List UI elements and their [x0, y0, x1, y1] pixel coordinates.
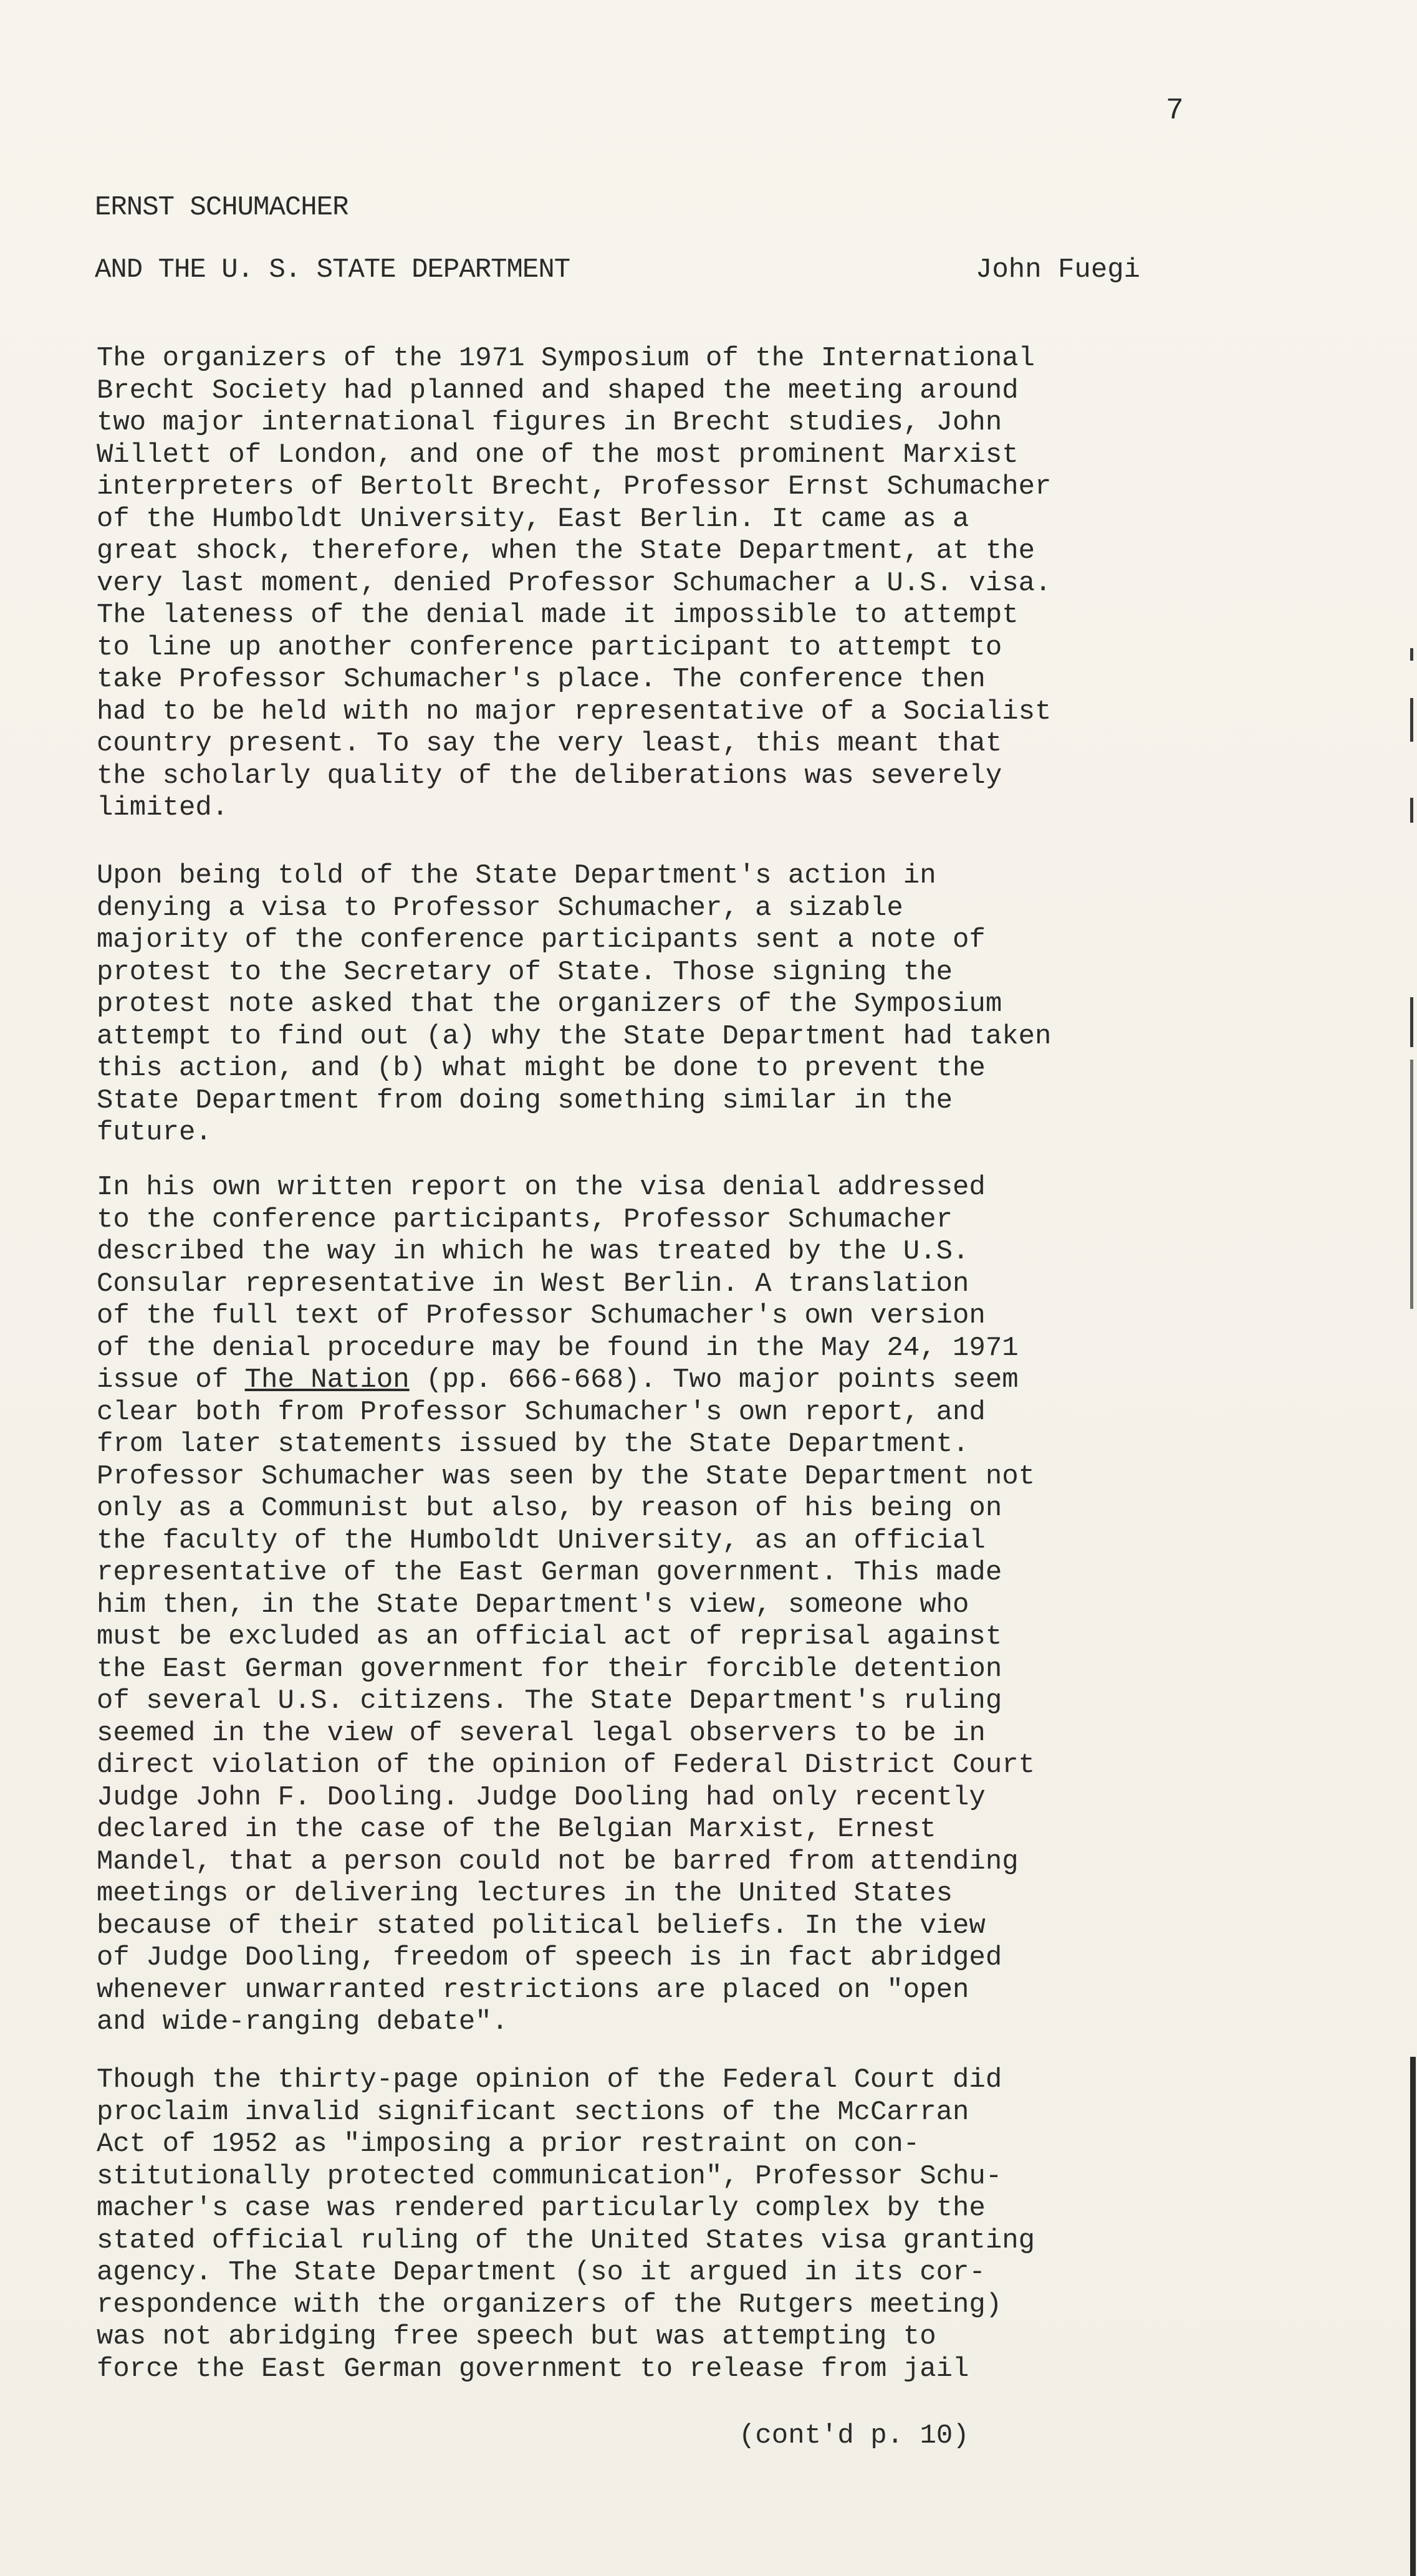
text-line-issue — [97, 1364, 1194, 1397]
text-line: force the East German government to release from jail — [97, 2353, 969, 2385]
text-line: meetings or delivering lectures in the United States — [97, 1878, 953, 1909]
text-line: whenever unwarranted restrictions are placed on "open — [97, 1974, 969, 2006]
text-line: seemed in the view of several legal observers to be in — [97, 1717, 986, 1749]
text-line: the faculty of the Humboldt University, as an official — [97, 1525, 986, 1556]
text-line: only as a Communist but also, by reason of his being on — [97, 1493, 1002, 1524]
text-line: of several U.S. citizens. The State Department's ruling — [97, 1685, 1002, 1717]
text-line: and wide-ranging debate". — [97, 2006, 509, 2037]
text-line: State Department from doing something similar in the — [97, 1085, 953, 1116]
scan-edge-mark — [1410, 798, 1413, 823]
text-line: Though the thirty-page opinion of the Federal Court did — [97, 2064, 1002, 2095]
text-line: stitutionally protected communication", Professor Schu- — [97, 2160, 1002, 2192]
text-line: must be excluded as an official act of reprisal against — [97, 1621, 1002, 1652]
text-line: Brecht Society had planned and shaped the meeting around — [97, 375, 1019, 406]
text-line: future. — [97, 1117, 212, 1148]
text-line: proclaim invalid significant sections of the McCarran — [97, 2096, 969, 2128]
issue-prefix: issue of — [97, 1364, 245, 1396]
paragraph-4 — [97, 2064, 1194, 2385]
paragraph-1 — [97, 343, 1194, 825]
text-line: was not abridging free speech but was attempting to — [97, 2321, 936, 2352]
text-line: to the conference participants, Professor Schumacher — [97, 1204, 953, 1235]
text-line: denying a visa to Professor Schumacher, a sizable — [97, 892, 903, 924]
paragraph-3 — [97, 1172, 1194, 2039]
text-line: the scholarly quality of the deliberations was severely — [97, 760, 1002, 792]
text-line: of Judge Dooling, freedom of speech is in fact abridged — [97, 1942, 1002, 1973]
text-line: Mandel, that a person could not be barred from attending — [97, 1846, 1019, 1877]
author-name: John Fuegi — [976, 254, 1141, 285]
continued-note: (cont'd p. 10) — [739, 2420, 969, 2451]
text-line: of the full text of Professor Schumacher's own version — [97, 1300, 986, 1331]
text-line: agency. The State Department (so it argued in its cor- — [97, 2257, 986, 2288]
text-line: protest to the Secretary of State. Those signing the — [97, 956, 953, 988]
text-line: very last moment, denied Professor Schumacher a U.S. visa. — [97, 567, 1052, 599]
text-line: The lateness of the denial made it impossible to attempt — [97, 600, 1019, 631]
scan-edge-mark — [1410, 648, 1413, 661]
issue-suffix: (pp. 666-668). Two major points seem — [409, 1364, 1019, 1396]
text-line: of the Humboldt University, East Berlin. It came as a — [97, 503, 969, 535]
text-line: described the way in which he was treated by the U.S. — [97, 1236, 969, 1267]
text-line: The organizers of the 1971 Symposium of the International — [97, 343, 1035, 374]
article-title-line-1: ERNST SCHUMACHER — [95, 192, 348, 223]
text-line: two major international figures in Brecht studies, John — [97, 407, 1002, 438]
text-line: because of their stated political beliefs. In the view — [97, 1910, 986, 1942]
text-line: respondence with the organizers of the Rutgers meeting) — [97, 2289, 1002, 2320]
text-line: macher's case was rendered particularly complex by the — [97, 2193, 986, 2224]
text-line: Judge John F. Dooling. Judge Dooling had only recently — [97, 1781, 986, 1813]
text-line: majority of the conference participants sent a note of — [97, 924, 986, 955]
scan-edge-mark — [1410, 698, 1413, 742]
page-number: 7 — [1166, 94, 1184, 128]
text-line: attempt to find out (a) why the State Department had taken — [97, 1020, 1052, 1052]
text-line: Willett of London, and one of the most prominent Marxist — [97, 439, 1019, 471]
scan-edge-mark — [1410, 2057, 1416, 2576]
text-line: Upon being told of the State Department's action in — [97, 860, 936, 891]
text-line: to line up another conference participant to attempt to — [97, 631, 1002, 663]
text-line: from later statements issued by the State Department. — [97, 1429, 969, 1460]
text-line: In his own written report on the visa denial addressed — [97, 1172, 986, 1203]
text-line: stated official ruling of the United States visa granting — [97, 2224, 1035, 2256]
text-line: had to be held with no major representative of a Socialist — [97, 696, 1052, 727]
publication-title: The Nation — [244, 1364, 410, 1396]
text-line: him then, in the State Department's view, someone who — [97, 1589, 969, 1621]
text-line: Consular representative in West Berlin. A translation — [97, 1268, 969, 1300]
text-line: take Professor Schumacher's place. The conference then — [97, 664, 986, 695]
text-line: representative of the East German government. This made — [97, 1557, 1002, 1588]
text-line: direct violation of the opinion of Federal District Court — [97, 1750, 1035, 1781]
text-line: protest note asked that the organizers of the Symposium — [97, 989, 1002, 1020]
scan-edge-mark — [1410, 1060, 1413, 1309]
text-line: interpreters of Bertolt Brecht, Professor Ernst Schumacher — [97, 471, 1052, 502]
text-line: of the denial procedure may be found in the May 24, 1971 — [97, 1332, 1019, 1364]
text-line: clear both from Professor Schumacher's own report, and — [97, 1396, 986, 1428]
article-title-line-2: AND THE U. S. STATE DEPARTMENT — [95, 254, 570, 285]
scan-edge-mark — [1410, 997, 1413, 1047]
paragraph-2 — [97, 860, 1194, 1149]
text-line: limited. — [97, 792, 229, 823]
text-line: country present. To say the very least, this meant that — [97, 728, 1002, 759]
text-line: the East German government for their forcible detention — [97, 1653, 1002, 1685]
text-line: Professor Schumacher was seen by the State Department not — [97, 1460, 1035, 1492]
text-line: declared in the case of the Belgian Marxist, Ernest — [97, 1814, 936, 1845]
text-line: this action, and (b) what might be done to prevent the — [97, 1053, 986, 1084]
text-line: great shock, therefore, when the State Department, at the — [97, 535, 1035, 567]
text-line: Act of 1952 as "imposing a prior restraint on con- — [97, 2128, 920, 2160]
